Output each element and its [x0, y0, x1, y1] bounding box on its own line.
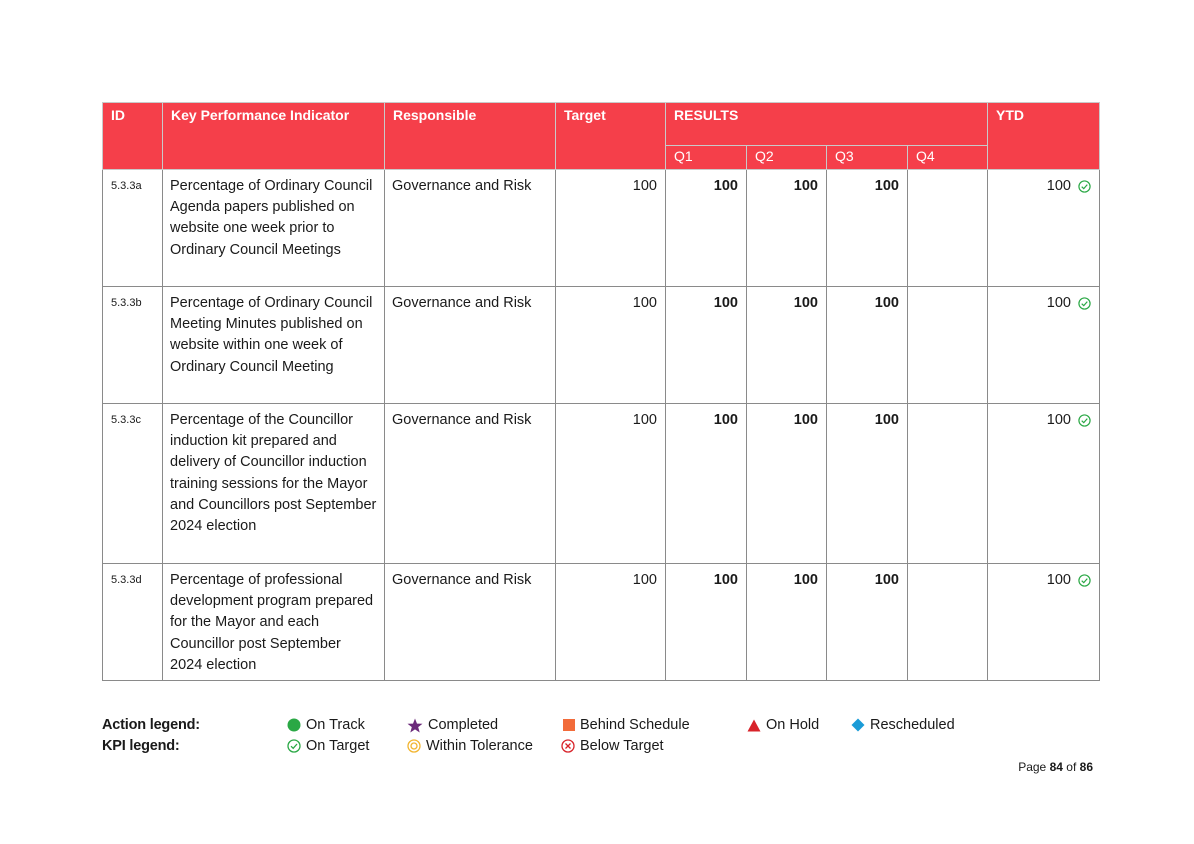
legend-on-hold: [747, 717, 819, 733]
legend-label: On Hold: [766, 717, 820, 733]
table-row: [103, 170, 1100, 287]
legend: [102, 717, 1002, 759]
kpi-q2: 100: [747, 564, 827, 681]
legend-label: Within Tolerance: [426, 738, 533, 754]
header-results: RESULTS: [666, 103, 988, 146]
page-of: of: [1066, 760, 1077, 774]
kpi-responsible: Governance and Risk: [385, 170, 556, 287]
header-responsible: Responsible: [385, 103, 556, 146]
kpi-id: 5.3.3a: [103, 170, 163, 287]
red-triangle-icon: [747, 719, 761, 732]
legend-label: Rescheduled: [870, 717, 955, 733]
green-check-circle-icon: [287, 739, 301, 753]
on-target-icon: [1078, 414, 1091, 427]
kpi-q2: 100: [747, 287, 827, 404]
kpi-description: Percentage of the Councillor induction kit prepared and delivery of Councillor induction training sessions for the Mayor and Councillors post September 2024 election: [163, 404, 385, 564]
kpi-table: [102, 102, 1100, 681]
page-prefix: Page: [1018, 760, 1047, 774]
kpi-responsible: Governance and Risk: [385, 287, 556, 404]
page-footer: [1018, 760, 1093, 774]
table-row: [103, 404, 1100, 564]
kpi-q1: 100: [666, 564, 747, 681]
kpi-target: 100: [556, 170, 666, 287]
red-x-circle-icon: [561, 739, 575, 753]
kpi-id: 5.3.3d: [103, 564, 163, 681]
header-target: Target: [556, 103, 666, 146]
yellow-target-icon: [407, 739, 421, 753]
kpi-q3: 100: [827, 404, 908, 564]
on-target-icon: [1078, 297, 1091, 310]
table-body: [103, 170, 1100, 681]
header-q2: Q2: [747, 146, 827, 170]
header-blank: [103, 146, 163, 170]
kpi-target: 100: [556, 287, 666, 404]
legend-label: On Track: [306, 717, 365, 733]
legend-on-track: [287, 717, 365, 733]
kpi-q1: 100: [666, 404, 747, 564]
kpi-q4: [908, 170, 988, 287]
green-circle-icon: [287, 718, 301, 732]
kpi-ytd-cell: [988, 404, 1100, 564]
kpi-description: Percentage of Ordinary Council Agenda papers published on website one week prior to Ordinary Council Meetings: [163, 170, 385, 287]
action-legend-row: [102, 717, 1002, 738]
kpi-id: 5.3.3b: [103, 287, 163, 404]
kpi-q3: 100: [827, 287, 908, 404]
kpi-responsible: Governance and Risk: [385, 564, 556, 681]
header-q1: Q1: [666, 146, 747, 170]
legend-behind-schedule: [563, 717, 690, 733]
kpi-legend-row: [102, 738, 1002, 759]
kpi-target: 100: [556, 564, 666, 681]
header-blank: [988, 146, 1100, 170]
table-row: [103, 287, 1100, 404]
kpi-ytd-cell: [988, 287, 1100, 404]
header-q4: Q4: [908, 146, 988, 170]
kpi-q3: 100: [827, 170, 908, 287]
kpi-q4: [908, 564, 988, 681]
header-blank: [163, 146, 385, 170]
action-legend-title: Action legend:: [102, 717, 200, 733]
kpi-ytd-cell: [988, 170, 1100, 287]
kpi-q3: 100: [827, 564, 908, 681]
kpi-q4: [908, 404, 988, 564]
header-blank: [556, 146, 666, 170]
table-header: [103, 103, 1100, 170]
kpi-id: 5.3.3c: [103, 404, 163, 564]
kpi-q1: 100: [666, 287, 747, 404]
header-row-1: [103, 103, 1100, 146]
header-q3: Q3: [827, 146, 908, 170]
kpi-ytd: 100: [1046, 412, 1071, 428]
kpi-q2: 100: [747, 170, 827, 287]
blue-diamond-icon: [851, 718, 865, 732]
kpi-responsible: Governance and Risk: [385, 404, 556, 564]
table-row: [103, 564, 1100, 681]
kpi-ytd-cell: [988, 564, 1100, 681]
page-total: 86: [1079, 760, 1093, 774]
purple-star-icon: [407, 718, 423, 733]
on-target-icon: [1078, 574, 1091, 587]
page-number: 84: [1049, 760, 1063, 774]
header-ytd: YTD: [988, 103, 1100, 146]
legend-below-target: [561, 738, 664, 754]
kpi-q1: 100: [666, 170, 747, 287]
header-blank: [385, 146, 556, 170]
orange-square-icon: [563, 719, 575, 731]
on-target-icon: [1078, 180, 1091, 193]
legend-completed: [407, 717, 498, 733]
legend-rescheduled: [851, 717, 955, 733]
kpi-ytd: 100: [1046, 295, 1071, 311]
legend-label: Completed: [428, 717, 499, 733]
header-kpi: Key Performance Indicator: [163, 103, 385, 146]
kpi-ytd: 100: [1046, 572, 1071, 588]
kpi-ytd: 100: [1046, 178, 1071, 194]
kpi-description: Percentage of professional development program prepared for the Mayor and each Councillor post September 2024 election: [163, 564, 385, 681]
kpi-q4: [908, 287, 988, 404]
kpi-description: Percentage of Ordinary Council Meeting Minutes published on website within one week of Ordinary Council Meeting: [163, 287, 385, 404]
header-id: ID: [103, 103, 163, 146]
legend-on-target: [287, 738, 369, 754]
kpi-q2: 100: [747, 404, 827, 564]
legend-label: Behind Schedule: [580, 717, 690, 733]
header-row-2: [103, 146, 1100, 170]
legend-label: On Target: [306, 738, 370, 754]
legend-label: Below Target: [580, 738, 664, 754]
legend-within-tolerance: [407, 738, 533, 754]
kpi-target: 100: [556, 404, 666, 564]
kpi-legend-title: KPI legend:: [102, 738, 180, 754]
